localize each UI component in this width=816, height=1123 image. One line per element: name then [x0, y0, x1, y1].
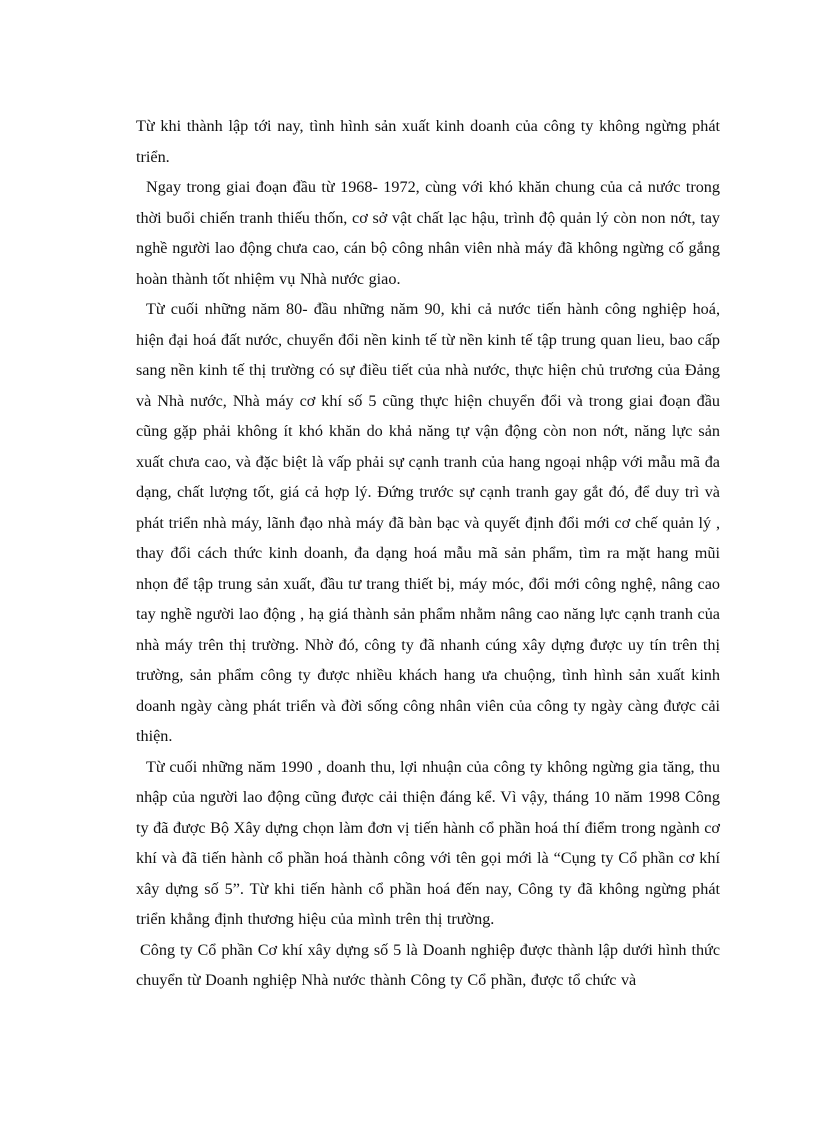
paragraph-transition-period: Từ cuối những năm 80- đầu những năm 90, khi cả nước tiến hành công nghiệp hoá, hiện đại hoá đất nước, chuyển đổi nền kinh tế từ nền kinh tế tập trung quan lieu, bao cấp sang nền kinh tế thị trường có sự điều tiết của nhà nước, thực hiện chủ trương của Đảng và Nhà nước, Nhà máy cơ khí số 5 cũng thực hiện chuyển đổi và trong giai đoạn đầu cũng gặp phải không ít khó khăn do khả năng tự vận động còn non nớt, năng lực sản xuất chưa cao, và đặc biệt là vấp phải sự cạnh tranh của hang ngoại nhập với mẫu mã đa dạng, chất lượng tốt, giá cả hợp lý. Đứng trước sự cạnh tranh gay gắt đó, để duy trì và phát triển nhà máy, lãnh đạo nhà máy đã bàn bạc và quyết định đổi mới cơ chế quản lý , thay đổi cách thức kinh doanh, đa dạng hoá mẫu mã sản phẩm, tìm ra mặt hang mũi nhọn để tập trung sản xuất, đầu tư trang thiết bị, máy móc, đổi mới công nghệ, nâng cao tay nghề người lao động , hạ giá thành sản phẩm nhằm nâng cao năng lực cạnh tranh của nhà máy trên thị trường. Nhờ đó, công ty đã nhanh cúng xây dựng được uy tín trên thị trường, sản phẩm công ty được nhiều khách hang ưa chuộng, tình hình sản xuất kinh doanh ngày càng phát triển và đời sống công nhân viên của công ty ngày càng được cải thiện. [136, 300, 720, 745]
paragraph-early-period: Ngay trong giai đoạn đầu từ 1968- 1972, cùng với khó khăn chung của cả nước trong thời buổi chiến tranh thiếu thốn, cơ sở vật chất lạc hậu, trình độ quản lý còn non nớt, tay nghề người lao động chưa cao, cán bộ công nhân viên nhà máy đã không ngừng cố gắng hoàn thành tốt nhiệm vụ Nhà nước giao. [136, 178, 720, 288]
document-body [136, 111, 720, 996]
paragraph-intro: Từ khi thành lập tới nay, tình hình sản xuất kinh doanh của công ty không ngừng phát triển. [136, 117, 720, 166]
paragraph-company-form: Công ty Cổ phần Cơ khí xây dựng số 5 là Doanh nghiệp được thành lập dưới hình thức chuyển từ Doanh nghiệp Nhà nước thành Công ty Cổ phần, được tổ chức và [136, 940, 720, 989]
paragraph-equitization: Từ cuối những năm 1990 , doanh thu, lợi nhuận của công ty không ngừng gia tăng, thu nhập của người lao động cũng được cải thiện đáng kể. Vì vậy, tháng 10 năm 1998 Công ty đã được Bộ Xây dựng chọn làm đơn vị tiến hành cổ phần hoá thí điểm trong ngành cơ khí và đã tiến hành cổ phần hoá thành công với tên gọi mới là “Cụng ty Cổ phần cơ khí xây dựng số 5”. Từ khi tiến hành cổ phần hoá đến nay, Công ty đã không ngừng phát triển khẳng định thương hiệu của mình trên thị trường. [136, 757, 720, 928]
